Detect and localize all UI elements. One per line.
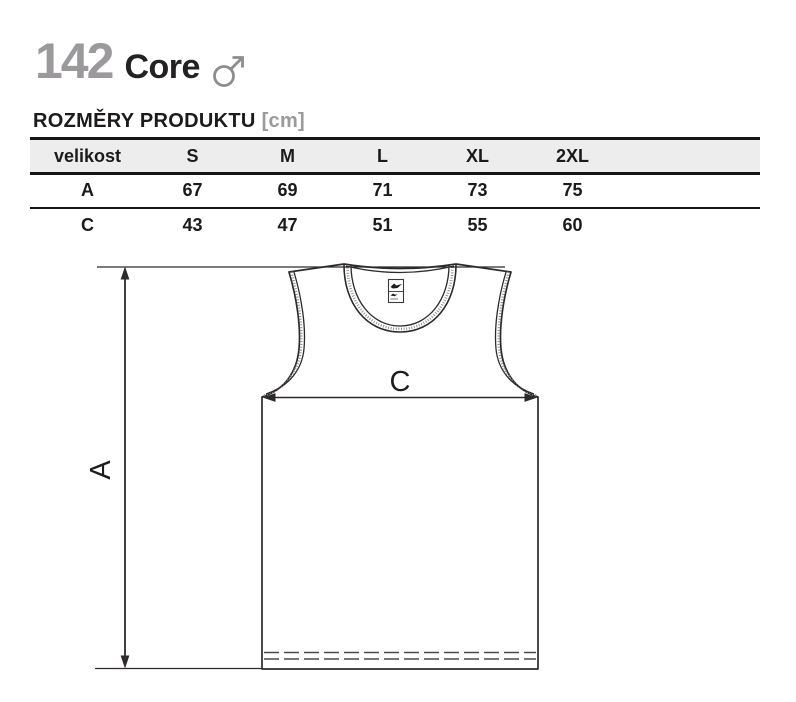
value-c-s: 43 (182, 214, 203, 235)
col-header-l: L (377, 145, 388, 166)
product-name: Core (124, 48, 200, 86)
value-a-m: 69 (277, 180, 298, 201)
unit-label: [cm] (261, 110, 306, 132)
section-title-text: ROZMĚRY PRODUKTU (33, 110, 256, 132)
col-header-xl: XL (465, 145, 489, 166)
value-a-s: 67 (182, 180, 203, 201)
neck-label (389, 280, 404, 303)
value-a-2xl: 75 (562, 180, 583, 201)
product-number: 142 (35, 33, 113, 89)
row-label-c: C (81, 214, 94, 235)
col-header-m: M (280, 145, 295, 166)
row-label-a: A (81, 180, 94, 201)
value-c-l: 51 (372, 214, 393, 235)
dimension-c-label: C (389, 366, 411, 398)
value-c-m: 47 (277, 214, 298, 235)
value-c-xl: 55 (467, 214, 488, 235)
col-header-s: S (186, 145, 199, 166)
col-header-2xl: 2XL (555, 145, 589, 166)
dimension-a-label: A (85, 460, 117, 480)
value-c-2xl: 60 (562, 214, 583, 235)
garment-outline (262, 264, 538, 669)
arrowhead-down-icon (121, 656, 130, 669)
value-a-xl: 73 (467, 180, 488, 201)
value-a-l: 71 (372, 180, 393, 201)
arrowhead-up-icon (121, 267, 130, 280)
col-header-velikost: velikost (53, 145, 122, 166)
